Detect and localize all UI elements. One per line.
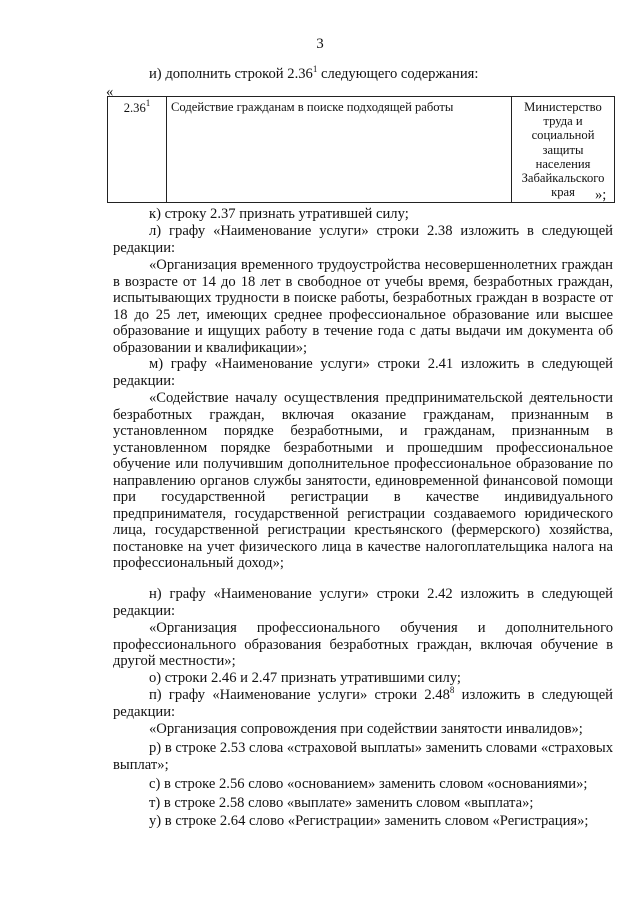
item-p-tail: изложить в следующей редакции: [113,687,613,720]
ministry-line: труда и [543,114,583,129]
item-m: м) графу «Наименование услуги» строки 2.41 изложить в следующей редакции: [113,356,613,389]
item-r: р) в строке 2.53 слова «страховой выплаты» заменить словами «страховых выплат»; [113,740,613,773]
row-number: 2.36 [123,101,146,115]
ministry-line: социальной [531,128,595,143]
ministry-line: защиты населения [535,142,591,171]
item-n-text: «Организация профессионального обучения и дополнительного профессионального образования безработных граждан, включая обучение в другой местности»; [113,620,613,669]
service-name-cell: Содействие гражданам в поиске подходящей работы [167,97,512,203]
item-k: к) строку 2.37 признать утратившей силу; [149,206,409,222]
item-l: л) графу «Наименование услуги» строки 2.38 изложить в следующей редакции: [113,223,613,256]
ministry-line: Министерство [524,100,602,114]
item-o: о) строки 2.46 и 2.47 признать утратившими силу; [149,670,461,686]
intro-superscript: 1 [312,64,318,74]
opening-quote: « [106,84,114,100]
closing-quote: »; [595,187,607,203]
page-number: 3 [316,36,324,52]
item-p [113,687,613,720]
row-number-cell [108,97,167,203]
item-p-text: «Организация сопровождения при содействии занятости инвалидов»; [149,721,583,737]
item-n: н) графу «Наименование услуги» строки 2.42 изложить в следующей редакции: [113,586,613,619]
item-p-head: п) графу «Наименование услуги» строки 2.48 [149,687,450,703]
row-number-superscript: 1 [145,98,151,108]
item-s: с) в строке 2.56 слово «основанием» заменить словом «основаниями»; [149,776,588,792]
ministry-line: Забайкальского [521,171,605,186]
intro-line [149,66,478,83]
ministry-line: края [551,185,575,200]
table-row [108,97,615,203]
inserted-row-table [107,96,615,203]
item-u: у) в строке 2.64 слово «Регистрации» заменить словом «Регистрация»; [149,813,589,829]
item-l-text: «Организация временного трудоустройства несовершеннолетних граждан в возрасте от 14 до 18 лет в свободное от учебы время, безработных граждан, испытывающих трудности в поиске работы, безработных граждан в возрасте от 18 до 25 лет, имеющих среднее профессиональное образование или высшее образование и ищущих работу в течение года с даты выдачи им документа об образовании и квалификации»; [113,257,613,356]
intro-text: и) дополнить строкой 2.36 [149,66,313,82]
intro-tail: следующего содержания: [317,66,479,82]
item-m-text: «Содействие началу осуществления предпринимательской деятельности безработных граждан, включая оказание гражданам, признанным в установленном порядке безработными, и гражданам, признанным в установленном порядке безработными и прошедшим профессиональное обучение или получившим дополнительное профессиональное образование по направлению органов службы занятости, единовременной финансовой помощи при государственной регистрации в качестве индивидуального предпринимателя, государственной регистрации создаваемого юридического лица, государственной регистрации крестьянского (фермерского) хозяйства, постановке на учет физического лица в качестве налогоплательщика налога на профессиональный доход»; [113,390,613,571]
item-p-superscript: 8 [449,685,455,695]
item-t: т) в строке 2.58 слово «выплате» заменить словом «выплата»; [149,795,534,811]
